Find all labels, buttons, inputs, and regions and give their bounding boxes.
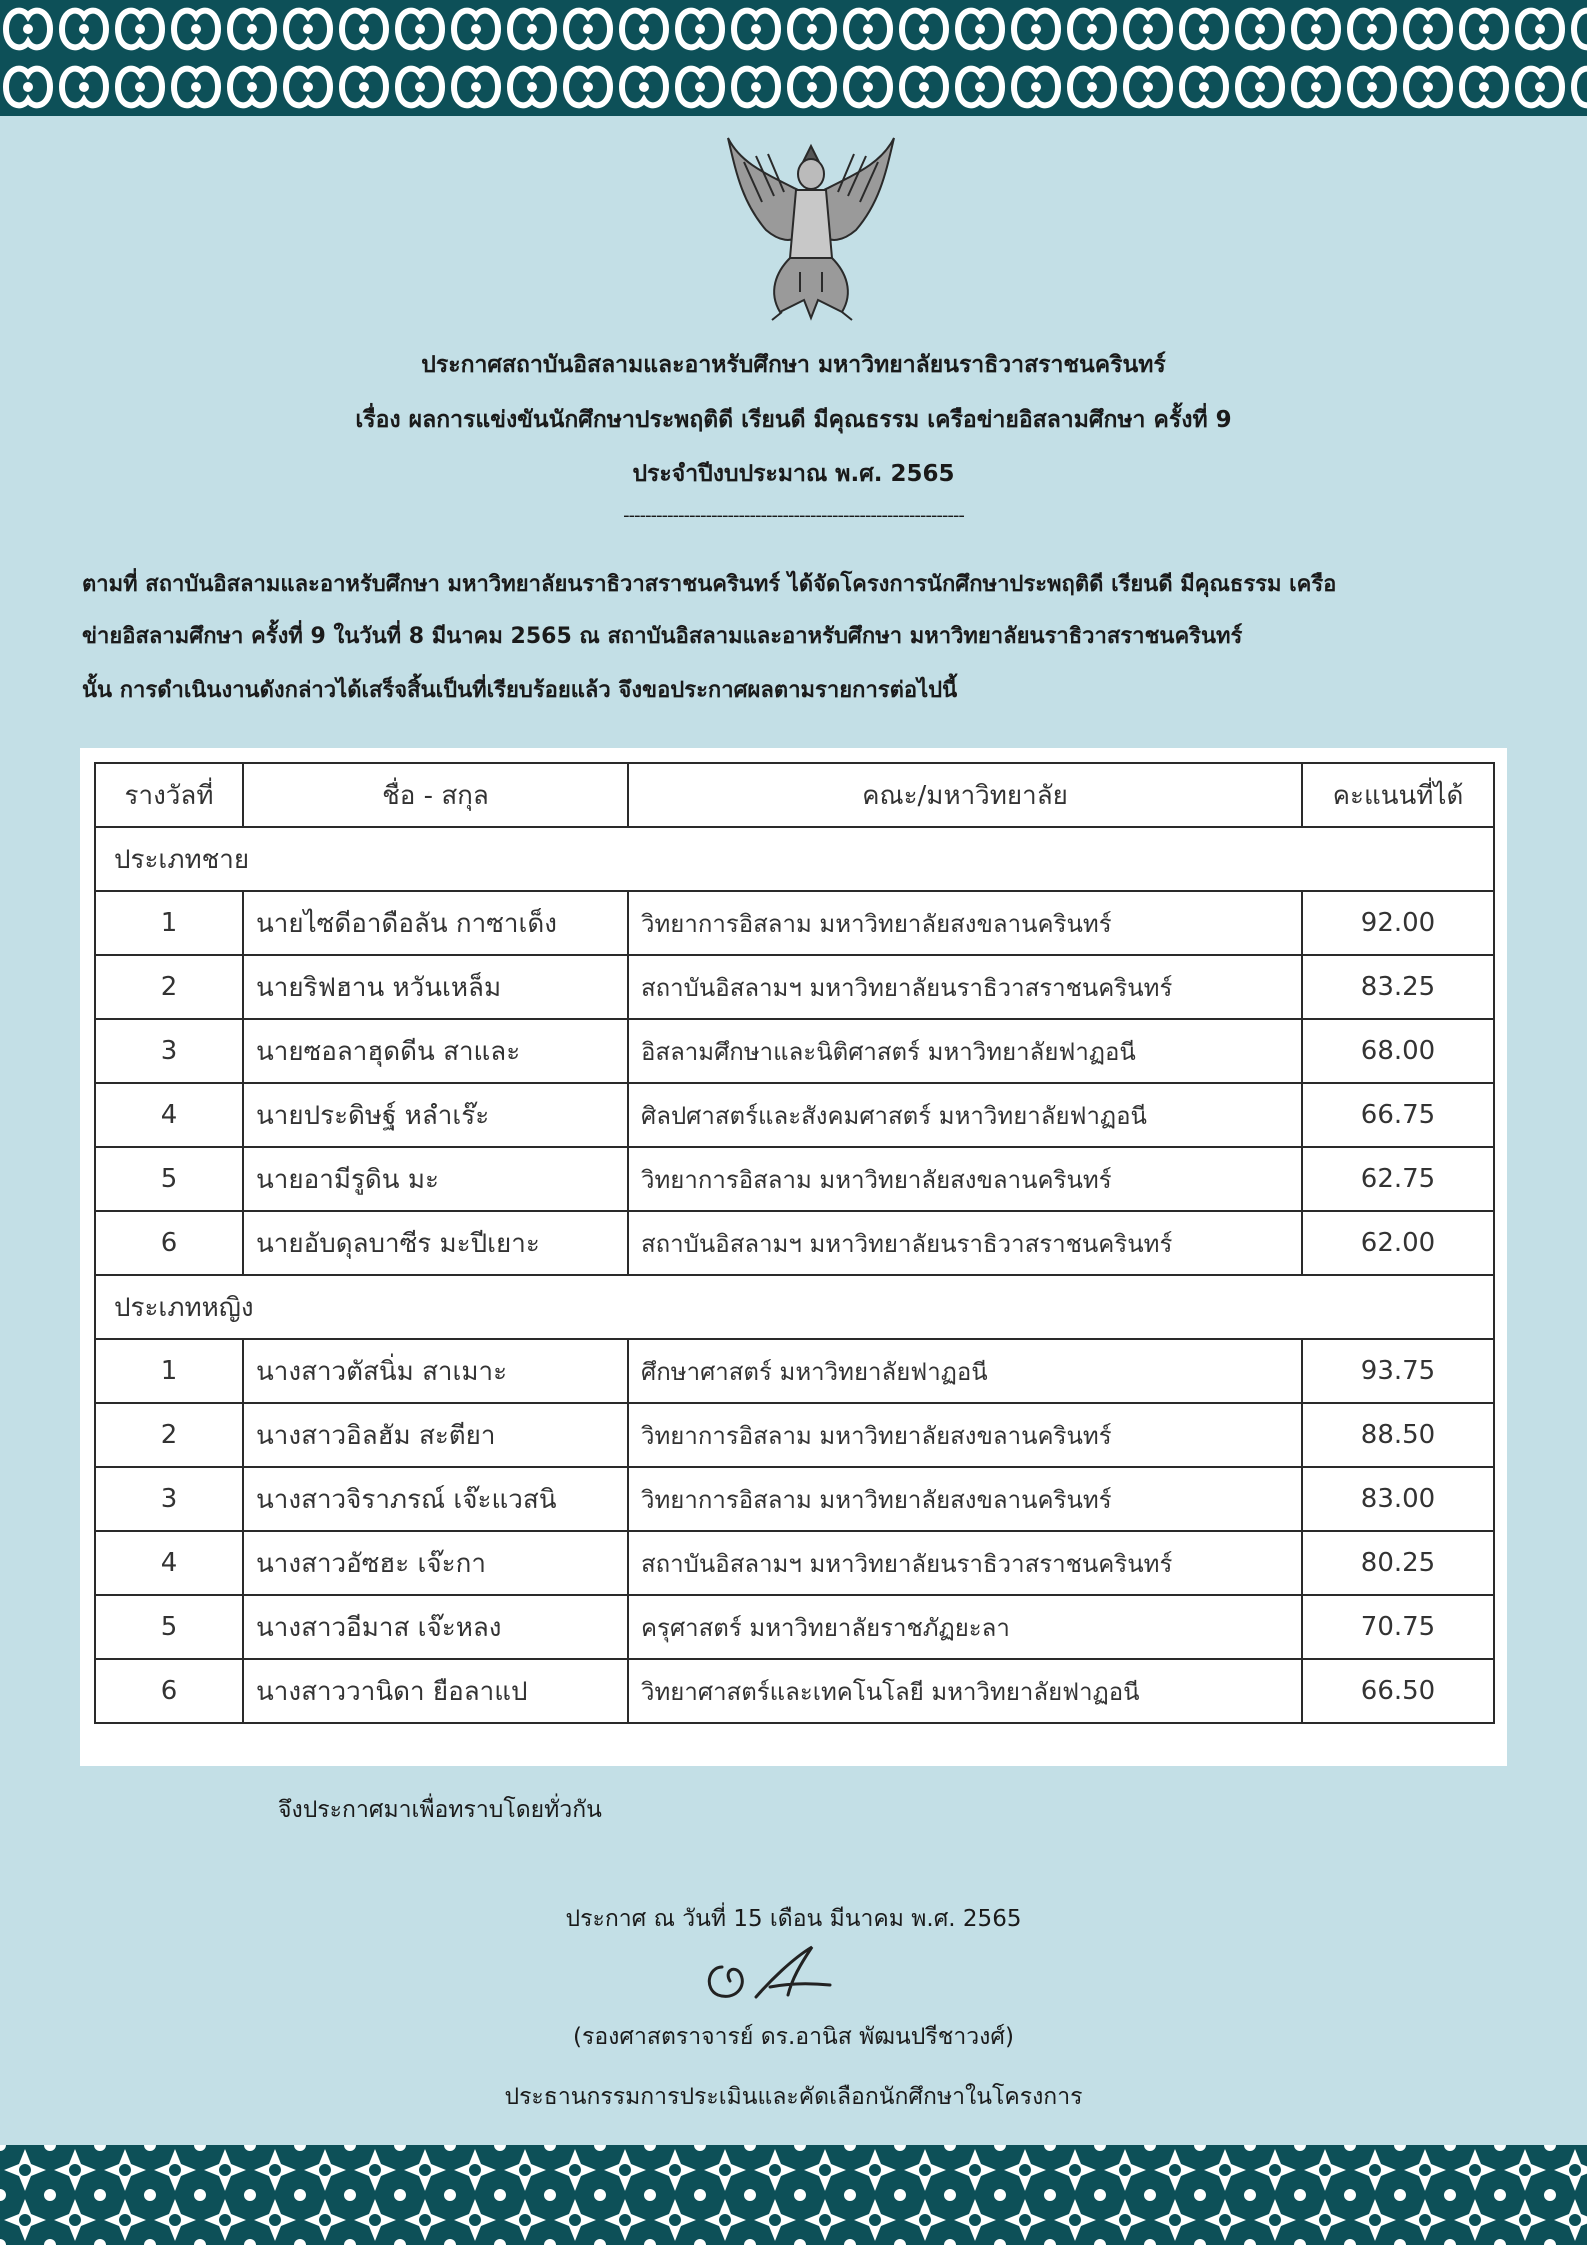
category-row-male <box>95 827 1494 891</box>
name-cell: นายริฟฮาน หวันเหล็ม <box>243 955 628 1019</box>
faculty-cell: วิทยาการอิสลาม มหาวิทยาลัยสงขลานครินทร์ <box>628 1403 1302 1467</box>
rank-cell: 6 <box>95 1659 243 1723</box>
category-row-female <box>95 1275 1494 1339</box>
dashed-divider: -------------------------------------------------------------- <box>623 505 964 526</box>
table-row <box>95 1467 1494 1531</box>
score-cell: 68.00 <box>1302 1019 1494 1083</box>
table-row <box>95 1531 1494 1595</box>
name-cell: นางสาวอีมาส เจ๊ะหลง <box>243 1595 628 1659</box>
category-label: ประเภทชาย <box>95 827 1494 891</box>
name-cell: นายประดิษฐ์ หลำเร๊ะ <box>243 1083 628 1147</box>
score-cell: 62.00 <box>1302 1211 1494 1275</box>
announcement-date: ประกาศ ณ วันที่ 15 เดือน มีนาคม พ.ศ. 2565 <box>565 1906 1022 1932</box>
score-cell: 66.50 <box>1302 1659 1494 1723</box>
name-cell: นางสาววานิดา ยือลาแป <box>243 1659 628 1723</box>
faculty-cell: วิทยาการอิสลาม มหาวิทยาลัยสงขลานครินทร์ <box>628 1467 1302 1531</box>
name-cell: นางสาวอัซฮะ เจ๊ะกา <box>243 1531 628 1595</box>
rank-cell: 4 <box>95 1531 243 1595</box>
faculty-cell: สถาบันอิสลามฯ มหาวิทยาลัยนราธิวาสราชนครินทร์ <box>628 1211 1302 1275</box>
rank-cell: 1 <box>95 1339 243 1403</box>
category-label: ประเภทหญิง <box>95 1275 1494 1339</box>
score-cell: 62.75 <box>1302 1147 1494 1211</box>
rank-cell: 1 <box>95 891 243 955</box>
header-rank: รางวัลที่ <box>95 763 243 827</box>
score-cell: 83.00 <box>1302 1467 1494 1531</box>
faculty-cell: ศึกษาศาสตร์ มหาวิทยาลัยฟาฏอนี <box>628 1339 1302 1403</box>
announcement-title: ประกาศสถาบันอิสลามและอาหรับศึกษา มหาวิทยาลัยนราธิวาสราชนครินทร์ <box>421 352 1166 378</box>
header-faculty: คณะ/มหาวิทยาลัย <box>628 763 1302 827</box>
rank-cell: 4 <box>95 1083 243 1147</box>
rank-cell: 3 <box>95 1467 243 1531</box>
score-cell: 66.75 <box>1302 1083 1494 1147</box>
name-cell: นางสาวจิราภรณ์ เจ๊ะแวสนิ <box>243 1467 628 1531</box>
rank-cell: 2 <box>95 1403 243 1467</box>
faculty-cell: วิทยาศาสตร์และเทคโนโลยี มหาวิทยาลัยฟาฏอนี <box>628 1659 1302 1723</box>
rank-cell: 6 <box>95 1211 243 1275</box>
table-row <box>95 955 1494 1019</box>
header-name: ชื่อ - สกุล <box>243 763 628 827</box>
table-row <box>95 1083 1494 1147</box>
faculty-cell: อิสลามศึกษาและนิติศาสตร์ มหาวิทยาลัยฟาฏอนี <box>628 1019 1302 1083</box>
announcement-subject: เรื่อง ผลการแข่งขันนักศึกษาประพฤติดี เรียนดี มีคุณธรรม เครือข่ายอิสลามศึกษา ครั้งที่ 9 <box>355 407 1232 433</box>
faculty-cell: สถาบันอิสลามฯ มหาวิทยาลัยนราธิวาสราชนครินทร์ <box>628 1531 1302 1595</box>
table-header-row <box>95 763 1494 827</box>
faculty-cell: วิทยาการอิสลาม มหาวิทยาลัยสงขลานครินทร์ <box>628 1147 1302 1211</box>
closing-statement: จึงประกาศมาเพื่อทราบโดยทั่วกัน <box>278 1797 602 1823</box>
fiscal-year-line: ประจำปีงบประมาณ พ.ศ. 2565 <box>632 461 955 487</box>
faculty-cell: ศิลปศาสตร์และสังคมศาสตร์ มหาวิทยาลัยฟาฏอนี <box>628 1083 1302 1147</box>
score-cell: 88.50 <box>1302 1403 1494 1467</box>
header-score: คะแนนที่ได้ <box>1302 763 1494 827</box>
table-row <box>95 1211 1494 1275</box>
name-cell: นายอับดุลบาซีร มะปีเยาะ <box>243 1211 628 1275</box>
top-border-pattern <box>0 0 1587 116</box>
name-cell: นายอามีรูดิน มะ <box>243 1147 628 1211</box>
faculty-cell: วิทยาการอิสลาม มหาวิทยาลัยสงขลานครินทร์ <box>628 891 1302 955</box>
faculty-cell: สถาบันอิสลามฯ มหาวิทยาลัยนราธิวาสราชนครินทร์ <box>628 955 1302 1019</box>
score-cell: 80.25 <box>1302 1531 1494 1595</box>
table-row <box>95 1403 1494 1467</box>
table-row <box>95 1339 1494 1403</box>
name-cell: นายไซดีอาดือลัน กาซาเด็ง <box>243 891 628 955</box>
table-row <box>95 891 1494 955</box>
faculty-cell: ครุศาสตร์ มหาวิทยาลัยราชภัฏยะลา <box>628 1595 1302 1659</box>
body-paragraph-line-1: ตามที่ สถาบันอิสลามและอาหรับศึกษา มหาวิทยาลัยนราธิวาสราชนครินทร์ ได้จัดโครงการนักศึกษาประพฤติดี เรียนดี มีคุณธรรม เครือ <box>82 572 1337 597</box>
rank-cell: 5 <box>95 1595 243 1659</box>
rank-cell: 2 <box>95 955 243 1019</box>
bottom-decorative-border <box>0 2145 1587 2245</box>
top-decorative-border <box>0 0 1587 116</box>
score-cell: 92.00 <box>1302 891 1494 955</box>
body-paragraph-line-2: ข่ายอิสลามศึกษา ครั้งที่ 9 ในวันที่ 8 มีนาคม 2565 ณ สถาบันอิสลามและอาหรับศึกษา มหาวิทยาลัยนราธิวาสราชนครินทร์ <box>82 624 1243 649</box>
score-cell: 93.75 <box>1302 1339 1494 1403</box>
signature-image <box>700 1937 860 2009</box>
table-row <box>95 1659 1494 1723</box>
signer-name: (รองศาสตราจารย์ ดร.อานิส พัฒนปรีชาวงศ์) <box>573 2024 1014 2050</box>
table-row <box>95 1019 1494 1083</box>
name-cell: นางสาวตัสนิ่ม สาเมาะ <box>243 1339 628 1403</box>
garuda-emblem-icon <box>722 132 900 324</box>
rank-cell: 5 <box>95 1147 243 1211</box>
table-row <box>95 1595 1494 1659</box>
results-table <box>94 762 1495 1724</box>
score-cell: 70.75 <box>1302 1595 1494 1659</box>
score-cell: 83.25 <box>1302 955 1494 1019</box>
results-table-card <box>80 748 1507 1766</box>
table-row <box>95 1147 1494 1211</box>
signer-position: ประธานกรรมการประเมินและคัดเลือกนักศึกษาในโครงการ <box>504 2084 1083 2110</box>
name-cell: นายซอลาฮุดดีน สาและ <box>243 1019 628 1083</box>
body-paragraph-line-3: นั้น การดำเนินงานดังกล่าวได้เสร็จสิ้นเป็นที่เรียบร้อยแล้ว จึงขอประกาศผลตามรายการต่อไปนี้ <box>82 678 958 703</box>
bottom-border-pattern <box>0 2145 1587 2245</box>
name-cell: นางสาวอิลฮัม สะตียา <box>243 1403 628 1467</box>
rank-cell: 3 <box>95 1019 243 1083</box>
